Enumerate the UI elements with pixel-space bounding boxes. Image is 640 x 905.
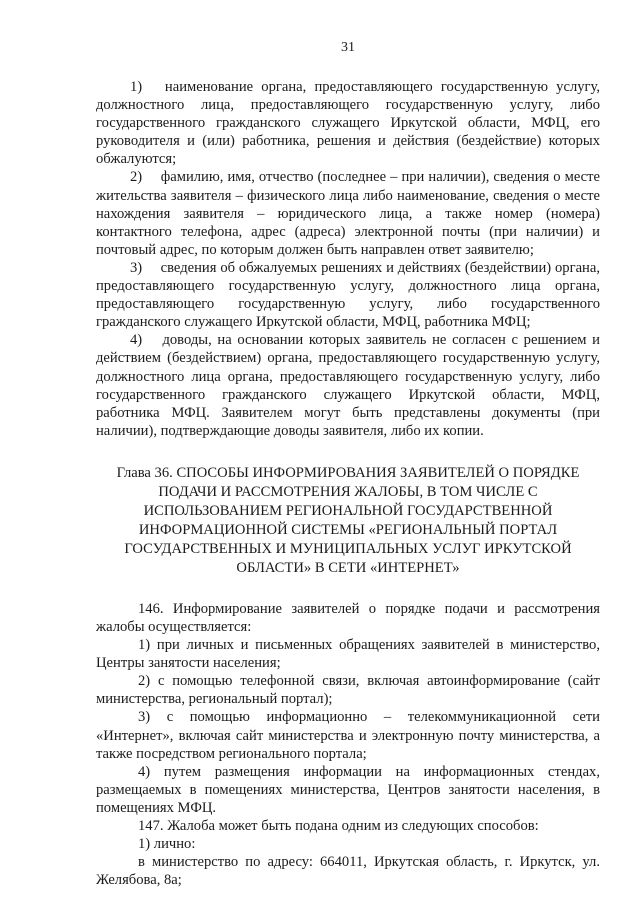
paragraph-146-item-4: 4) путем размещения информации на информационных стендах, размещаемых в помещениях министерства, Центров занятости населения, в помещениях МФЦ. (96, 763, 600, 816)
list-item-1: 1) наименование органа, предоставляющего государственную услугу, должностного лица, предоставляющего государственную услугу, либо государственного гражданского служащего Иркутской области, МФЦ, его руководителя и (или) работника, решения и действия (бездействие) которых обжалуются; (96, 79, 600, 168)
paragraph-147-address: в министерство по адресу: 664011, Иркутская область, г. Иркутск, ул. Желябова, 8а; (96, 854, 600, 889)
list-item-2: 2) фамилию, имя, отчество (последнее – при наличии), сведения о месте жительства заявителя – физического лица либо наименование, сведения о месте нахождения заявителя – юридического лица, а также номер (номера) контактного телефона, адрес (адреса) электронной почты (при наличии) и почтовый адрес, по которым должен быть направлен ответ заявителю; (96, 169, 600, 258)
paragraph-146-item-3: 3) с помощью информационно – телекоммуникационной сети «Интернет», включая сайт министерства и электронную почту министерства, а также посредством регионального портала; (96, 709, 600, 762)
paragraph-147-item-1: 1) лично: (138, 836, 196, 853)
list-item-4: 4) доводы, на основании которых заявитель не согласен с решением и действием (бездействием) органа, предоставляющего государственную услугу, должностного лица органа, предоставляющего государственную услугу, либо государственного гражданского служащего Иркутской области, МФЦ, работника МФЦ. Заявителем могут быть представлены документы (при наличии), подтверждающие доводы заявителя, либо их копии. (96, 332, 600, 439)
paragraph-146-item-1: 1) при личных и письменных обращениях заявителей в министерство, Центры занятости населения; (96, 637, 600, 672)
chapter-heading: Глава 36. СПОСОБЫ ИНФОРМИРОВАНИЯ ЗАЯВИТЕЛЕЙ О ПОРЯДКЕ ПОДАЧИ И РАССМОТРЕНИЯ ЖАЛОБЫ, В ТОМ ЧИСЛЕ С ИСПОЛЬЗОВАНИЕМ РЕГИОНАЛЬНОЙ ГОСУДАРСТВЕННОЙ ИНФОРМАЦИОННОЙ СИСТЕМЫ «РЕГИОНАЛЬНЫЙ ПОРТАЛ ГОСУДАРСТВЕННЫХ И МУНИЦИПАЛЬНЫХ УСЛУГ ИРКУТСКОЙ ОБЛАСТИ» В СЕТИ «ИНТЕРНЕТ» (116, 464, 580, 576)
list-item-3: 3) сведения об обжалуемых решениях и действиях (бездействии) органа, предоставляющего государственную услугу, должностного лица органа, предоставляющего государственную услугу, либо государственного гражданского служащего Иркутской области, МФЦ, работника МФЦ; (96, 259, 600, 331)
paragraph-147: 147. Жалоба может быть подана одним из следующих способов: (138, 818, 539, 834)
page-number: 31 (341, 40, 355, 55)
paragraph-146-item-2: 2) с помощью телефонной связи, включая автоинформирование (сайт министерства, региональный портал); (96, 673, 600, 708)
paragraph-146: 146. Информирование заявителей о порядке подачи и рассмотрения жалобы осуществляется: (96, 600, 600, 635)
